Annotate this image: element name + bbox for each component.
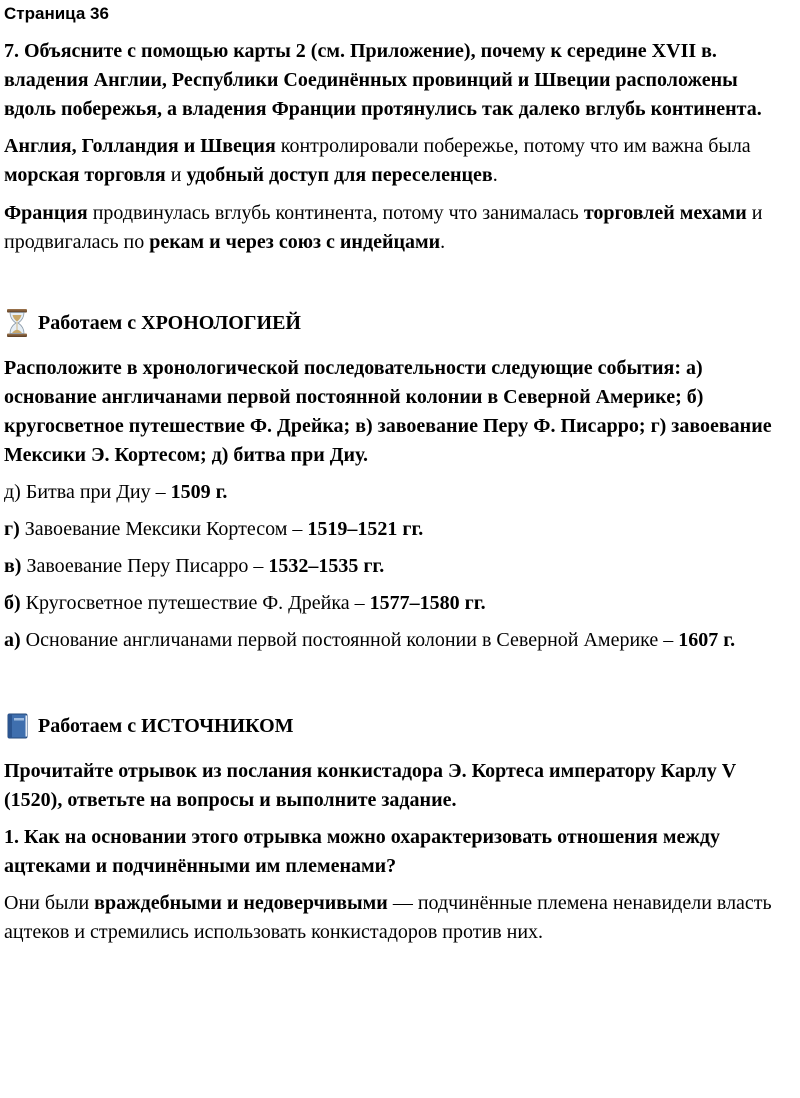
chronology-item — [4, 478, 794, 507]
answer-7-paragraph-1 — [4, 132, 794, 190]
chronology-date: 1577–1580 гг. — [369, 592, 486, 614]
answer-7-paragraph-2 — [4, 199, 794, 257]
chronology-letter: г) — [4, 518, 20, 540]
answer-text: и продвигалась по — [4, 202, 763, 253]
chronology-event: Завоевание Перу Писарро – — [21, 555, 269, 577]
answer-text: и — [165, 164, 187, 186]
source-answer-1 — [4, 889, 794, 947]
page-label: Страница 36 — [4, 4, 109, 23]
answer-text: контролировали побережье, потому что им важна была — [275, 135, 751, 157]
chronology-task: Расположите в хронологической последовательности следующие события: а) основание англичанами первой постоянной колонии в Северной Америке; б) кругосветное путешествие Ф. Дрейка; в) завоевание Перу Ф. Писарро; г) завоевание Мексики Э. Кортесом; д) битва при Диу. — [4, 357, 772, 466]
chronology-heading-text: Работаем с ХРОНОЛОГИЕЙ — [38, 311, 301, 334]
spacer — [4, 266, 794, 308]
answer-bold: рекам и через союз с индейцами — [149, 231, 441, 253]
source-heading — [4, 711, 794, 741]
chronology-event: Кругосветное путешествие Ф. Дрейка – — [20, 592, 370, 614]
answer-bold: морская торговля — [4, 164, 166, 186]
chronology-item — [4, 515, 794, 544]
answer-bold: торговлей мехами — [583, 202, 747, 224]
chronology-letter: д) — [4, 481, 21, 503]
question-7: 7. Объясните с помощью карты 2 (см. Приложение), почему к середине XVII в. владения Англии, Республики Соединённых провинций и Швеции расположены вдоль побережья, а владения Франции протянулись так далеко вглубь континента. — [4, 40, 762, 120]
chronology-letter: а) — [4, 629, 21, 651]
chronology-item — [4, 589, 794, 618]
source-question-1: 1. Как на основании этого отрывка можно охарактеризовать отношения между ацтеками и подчинёнными им племенами? — [4, 826, 720, 877]
chronology-letter: б) — [4, 592, 21, 614]
answer-bold: враждебными и недоверчивыми — [94, 892, 388, 914]
answer-text: — подчинённые племена ненавидели власть ацтеков и стремились использовать конкистадоров против них. — [4, 892, 772, 943]
chronology-event: Основание англичанами первой постоянной колонии в Северной Америке – — [20, 629, 679, 651]
chronology-item — [4, 626, 794, 655]
chronology-letter: в) — [4, 555, 22, 577]
chronology-date: 1532–1535 гг. — [268, 555, 385, 577]
chronology-heading — [4, 308, 794, 338]
answer-text: продвинулась вглубь континента, потому что занималась — [87, 202, 584, 224]
chronology-date: 1519–1521 гг. — [307, 518, 424, 540]
chronology-list — [4, 478, 794, 655]
chronology-item — [4, 552, 794, 581]
chronology-event: Завоевание Мексики Кортесом – — [19, 518, 308, 540]
answer-bold: Англия, Голландия и Швеция — [4, 135, 276, 157]
hourglass-icon — [4, 308, 30, 338]
answer-text: . — [492, 164, 498, 186]
answer-text: . — [440, 231, 446, 253]
answer-text: Они были — [4, 892, 95, 914]
chronology-date: 1607 г. — [678, 629, 736, 651]
answer-bold: удобный доступ для переселенцев — [186, 164, 493, 186]
chronology-event: Битва при Диу – — [20, 481, 171, 503]
book-icon — [4, 711, 30, 741]
source-heading-text: Работаем с ИСТОЧНИКОМ — [38, 714, 294, 737]
chronology-date: 1509 г. — [170, 481, 228, 503]
spacer — [4, 663, 794, 711]
answer-bold: Франция — [4, 202, 88, 224]
source-task: Прочитайте отрывок из послания конкистадора Э. Кортеса императору Карлу V (1520), ответьте на вопросы и выполните задание. — [4, 760, 736, 811]
